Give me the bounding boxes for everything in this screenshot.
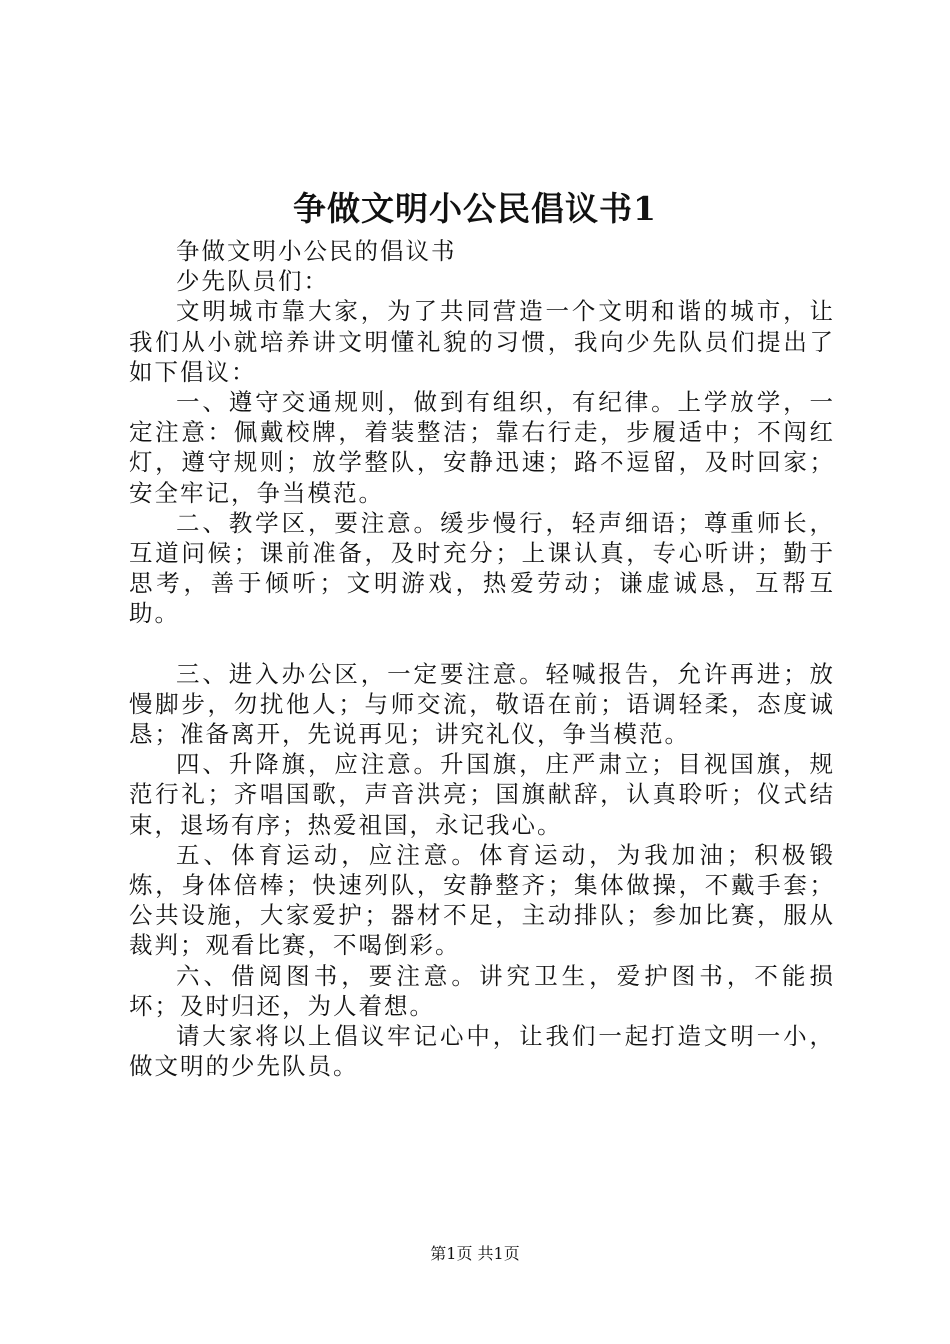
paragraph-item-3: 三、进入办公区，一定要注意。轻喊报告，允许再进；放慢脚步，勿扰他人；与师交流，敬语在前；语调轻柔，态度诚恳；准备离开，先说再见；讲究礼仪，争当模范。 xyxy=(129,659,835,749)
paragraph-item-4: 四、升降旗，应注意。升国旗，庄严肃立；目视国旗，规范行礼；齐唱国歌，声音洪亮；国旗献辞，认真聆听；仪式结束，退场有序；热爱祖国，永记我心。 xyxy=(129,750,835,839)
paragraph-closing: 请大家将以上倡议牢记心中，让我们一起打造文明一小，做文明的少先队员。 xyxy=(129,1022,835,1081)
paragraph-item-5: 五、体育运动，应注意。体育运动，为我加油；积极锻炼，身体倍棒；快速列队，安静整齐；集体做操，不戴手套；公共设施，大家爱护；器材不足，主动排队；参加比赛，服从裁判；观看比赛，不喝倒彩。 xyxy=(129,840,835,960)
paragraph-intro: 文明城市靠大家，为了共同营造一个文明和谐的城市，让我们从小就培养讲文明懂礼貌的习惯，我向少先队员们提出了如下倡议： xyxy=(129,297,835,386)
page-footer: 第1页 共1页 xyxy=(430,1244,520,1263)
document-body xyxy=(129,236,835,1081)
paragraph-item-2: 二、教学区，要注意。缓步慢行，轻声细语；尊重师长，互道问候；课前准备，及时充分；上课认真，专心听讲；勤于思考，善于倾听；文明游戏，热爱劳动；谦虚诚恳，互帮互助。 xyxy=(129,508,835,628)
paragraph-item-1: 一、遵守交通规则，做到有组织，有纪律。上学放学，一定注意：佩戴校牌，着装整洁；靠右行走，步履适中；不闯红灯，遵守规则；放学整队，安静迅速；路不逗留，及时回家；安全牢记，争当模范。 xyxy=(129,388,835,507)
document-title: 争做文明小公民倡议书1 xyxy=(293,189,657,228)
paragraph-subtitle: 争做文明小公民的倡议书 xyxy=(176,237,457,265)
paragraph-salutation: 少先队员们： xyxy=(176,267,329,296)
paragraph-item-6: 六、借阅图书，要注意。讲究卫生，爱护图书，不能损坏；及时归还，为人着想。 xyxy=(129,961,835,1020)
